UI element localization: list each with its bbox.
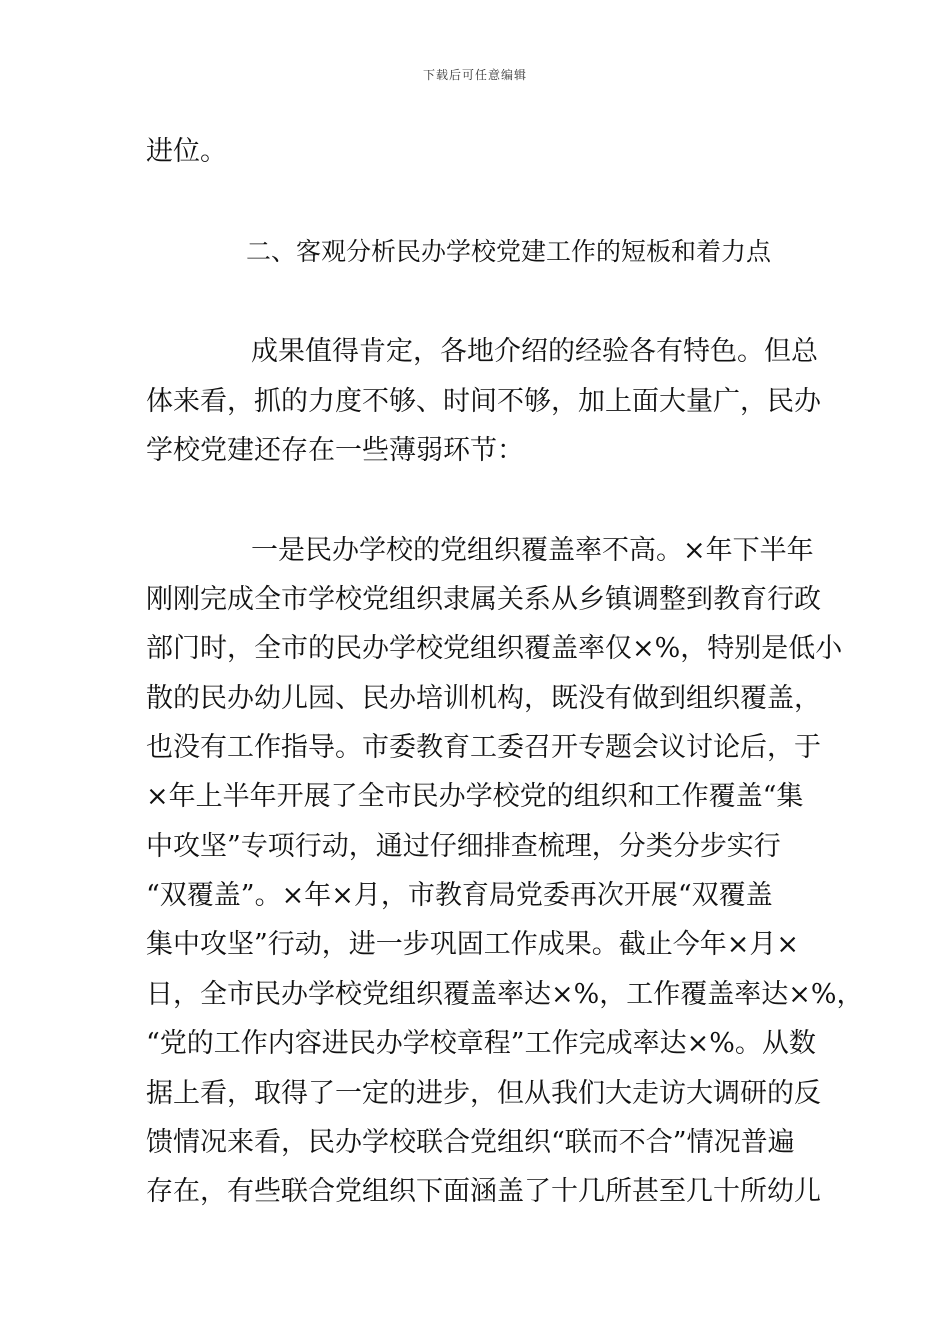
text-line: 刚刚完成全市学校党组织隶属关系从乡镇调整到教育行政 <box>146 584 821 615</box>
text-line: 成果值得肯定，各地介绍的经验各有特色。但总 <box>251 336 818 367</box>
page-header-note: 下载后可任意编辑 <box>422 68 527 82</box>
text-line: 集中攻坚”行动，进一步巩固工作成果。截止今年×月× <box>146 929 800 960</box>
section-heading: 二、客观分析民办学校党建工作的短板和着力点 <box>246 237 772 266</box>
text-line: 也没有工作指导。市委教育工委召开专题会议讨论后，于 <box>146 732 821 763</box>
text-line: 散的民办幼儿园、民办培训机构，既没有做到组织覆盖， <box>146 683 821 714</box>
text-line: 存在，有些联合党组织下面涵盖了十几所甚至几十所幼儿 <box>146 1176 821 1207</box>
text-line: 据上看，取得了一定的进步，但从我们大走访大调研的反 <box>146 1078 821 1109</box>
text-line: “双覆盖”。×年×月，市教育局党委再次开展“双覆盖 <box>146 880 773 911</box>
text-line: 一是民办学校的党组织覆盖率不高。×年下半年 <box>251 535 814 566</box>
text-line: 学校党建还存在一些薄弱环节： <box>146 435 524 466</box>
text-line: 日，全市民办学校党组织覆盖率达×%，工作覆盖率达×%， <box>146 979 864 1010</box>
text-line: 进位。 <box>146 136 227 167</box>
text-line: 体来看，抓的力度不够、时间不够，加上面大量广，民办 <box>146 386 821 417</box>
text-line: 馈情况来看，民办学校联合党组织“联而不合”情况普遍 <box>146 1127 795 1158</box>
text-line: “党的工作内容进民办学校章程”工作完成率达×%。从数 <box>146 1028 816 1059</box>
text-line: 中攻坚”专项行动，通过仔细排查梳理，分类分步实行 <box>146 831 781 862</box>
text-line: ×年上半年开展了全市民办学校党的组织和工作覆盖“集 <box>146 781 804 812</box>
text-line: 部门时，全市的民办学校党组织覆盖率仅×%，特别是低小 <box>146 633 843 664</box>
